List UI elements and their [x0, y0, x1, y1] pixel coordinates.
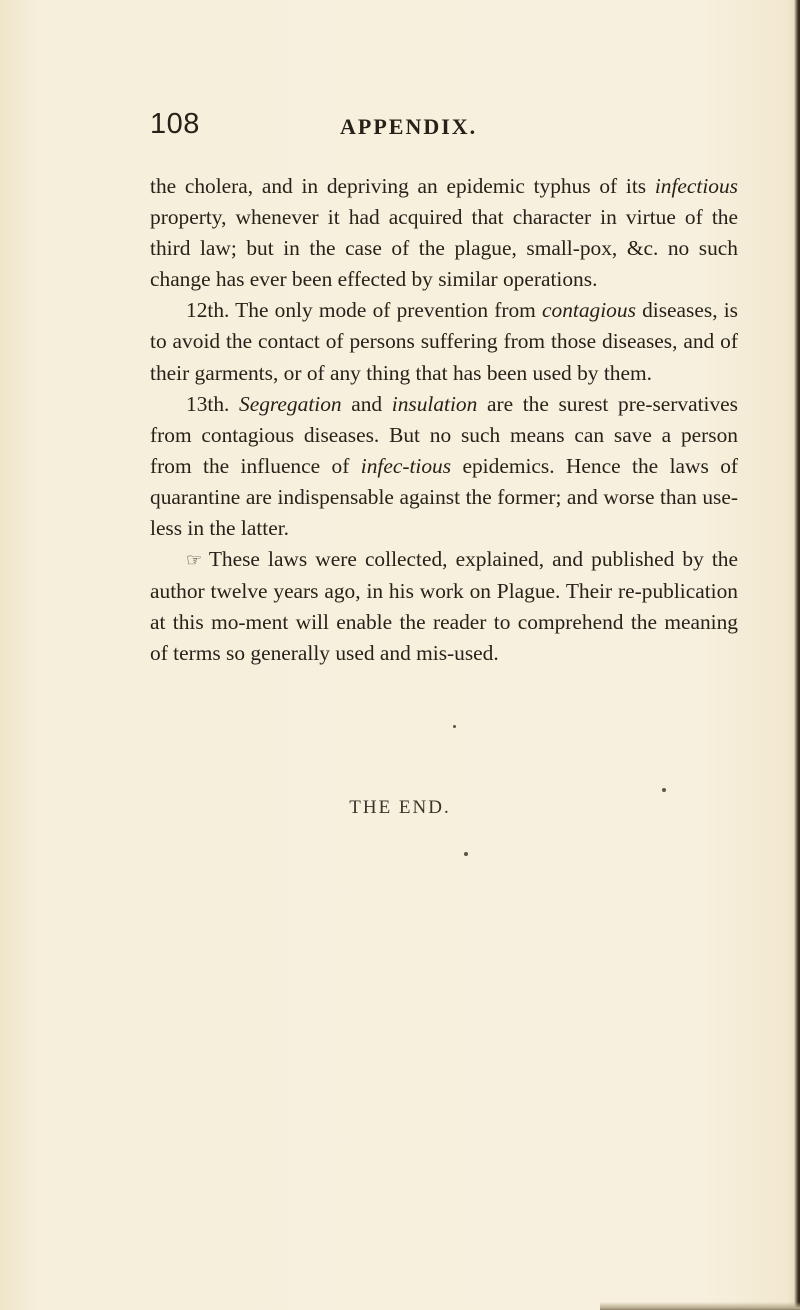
page-edge-shadow: [786, 0, 800, 1310]
ink-speck: [453, 725, 456, 728]
page-bottom-shadow: [600, 1302, 800, 1310]
paragraph-twelfth-law: 12th. The only mode of prevention from contagious diseases, is to avoid the contact of persons suffering from those diseases, and of their garments, or of any thing that has been used by them.: [150, 298, 738, 385]
ink-speck: [464, 852, 468, 856]
paragraph-continuation: the cholera, and in depriving an epidemic typhus of its infectious property, whenever it had acquired that character in virtue of the third law; but in the case of the plague, small-pox, &c. no such change has ever been effected by similar operations.: [150, 174, 738, 292]
the-end-label: THE END.: [349, 797, 451, 818]
pointing-hand-icon: ☞: [186, 550, 202, 571]
page-number: 108: [150, 108, 200, 140]
paragraph-note: ☞ These laws were collected, explained, and published by the author twelve years ago, in his work on Plague. Their re-publication at this mo-ment will enable the reader to comprehend the meaning of terms so generally used and mis-used.: [150, 547, 738, 666]
ink-speck: [662, 788, 666, 792]
body-text: [150, 171, 738, 670]
paragraph-thirteenth-law: 13th. Segregation and insulation are the surest pre-servatives from contagious diseases. But no such means can save a person from the influence of infec-tious epidemics. Hence the laws of quarantine are indispensable against the former; and worse than use-less in the latter.: [150, 391, 739, 541]
running-head: [150, 108, 710, 148]
running-head-title: APPENDIX.: [340, 114, 478, 139]
